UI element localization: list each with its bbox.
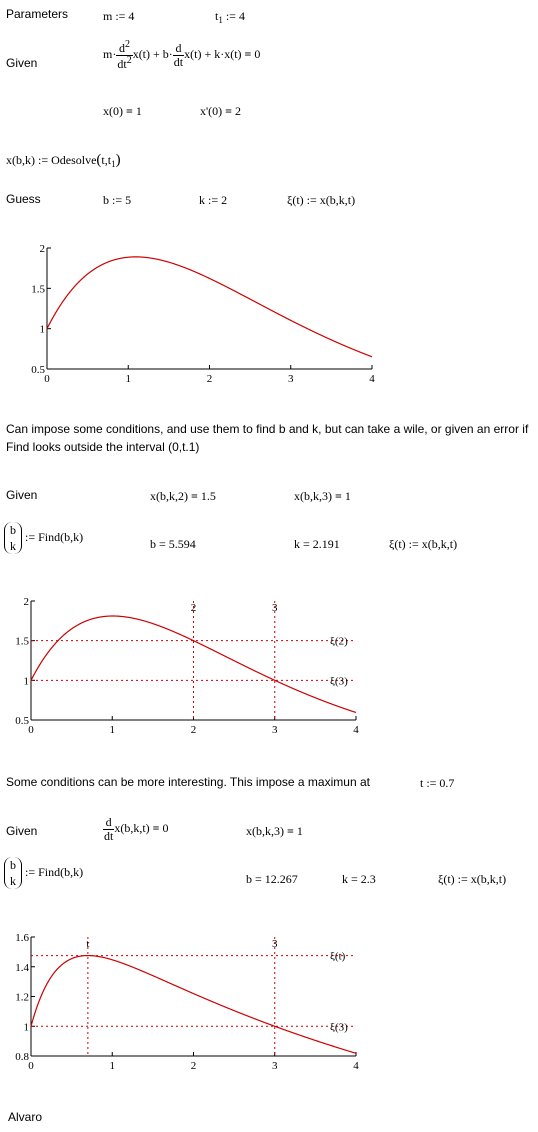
- odesolve-args: t,t: [101, 153, 112, 167]
- d2-den: dt: [117, 56, 127, 71]
- c2-eq-3: =: [287, 824, 294, 838]
- x-tick-label: 2: [190, 724, 197, 736]
- horizontal-marker-label: ξ(2): [330, 635, 348, 648]
- c2-lhs: x(b,k,3): [294, 489, 335, 503]
- c1-lhs-3: x(b,k,t): [114, 820, 153, 835]
- vertical-marker-label: 3: [272, 938, 278, 950]
- horizontal-marker-label: ξ(t): [330, 950, 346, 963]
- y-tick-label: 1: [39, 323, 45, 336]
- guess-k[interactable]: k := 2: [199, 193, 228, 207]
- vertical-marker-label: t: [86, 938, 90, 950]
- second-derivative: [116, 40, 132, 70]
- author-name: Alvaro: [8, 1110, 43, 1124]
- unknowns-vector: [4, 522, 22, 554]
- vertical-marker-label: 2: [190, 602, 197, 614]
- c1-eq: =: [191, 489, 198, 503]
- x-tick-label: 1: [125, 373, 131, 385]
- c1-rhs-3: 0: [159, 820, 169, 835]
- initial-condition-x[interactable]: [103, 104, 142, 119]
- solution-curve: [31, 616, 356, 712]
- odesolve-paren-close: ): [115, 152, 121, 168]
- eq-bold-equals: =: [244, 46, 252, 61]
- t1-value: := 4: [222, 9, 245, 23]
- d2-den-sup: 2: [126, 54, 132, 66]
- horizontal-marker-label: ξ(3): [330, 1021, 348, 1034]
- find-call-2: := Find(b,k): [22, 864, 84, 879]
- c2-rhs-3: 1: [293, 824, 303, 838]
- b-result-2: b = 12.267: [246, 872, 298, 886]
- d2-num-sup: 2: [125, 39, 131, 50]
- x-tick-label: 1: [109, 1060, 115, 1072]
- given-label-2: Given: [6, 488, 38, 502]
- ic1-lhs: x(0): [103, 104, 126, 118]
- xi-definition-3[interactable]: ξ(t) := x(b,k,t): [438, 872, 507, 886]
- plot-3[interactable]: [0, 930, 400, 1078]
- ic1-rhs: 1: [132, 104, 142, 118]
- c2-eq: =: [335, 489, 342, 503]
- eq-zero: 0: [251, 46, 261, 61]
- eq-x: x(t) + b·: [132, 46, 173, 61]
- parameters-label: Parameters: [6, 7, 69, 21]
- x-tick-label: 4: [353, 1060, 359, 1072]
- find-call: := Find(b,k): [22, 529, 84, 544]
- y-tick-label: 1.5: [15, 635, 29, 648]
- unknowns-vector-2: [4, 857, 22, 889]
- m-definition[interactable]: m := 4: [103, 9, 135, 23]
- c2-lhs-3: x(b,k,3): [246, 824, 287, 838]
- x-tick-label: 0: [28, 724, 34, 736]
- y-tick-label: 2: [23, 596, 29, 608]
- t1-definition[interactable]: [215, 9, 245, 25]
- guess-label: Guess: [6, 192, 41, 206]
- find-definition-1[interactable]: [4, 522, 83, 554]
- vec-b-2: b: [10, 858, 16, 872]
- xi-definition-2[interactable]: ξ(t) := x(b,k,t): [389, 537, 458, 551]
- plot-2[interactable]: [0, 595, 400, 743]
- ic2-lhs: x'(0): [200, 104, 226, 118]
- odesolve-paren-open: (: [96, 152, 102, 168]
- explanation-text-2: Some conditions can be more interesting. This impose a maximun at: [6, 775, 370, 789]
- solution-curve: [47, 257, 372, 357]
- x-tick-label: 3: [288, 373, 294, 385]
- xi-definition-1[interactable]: ξ(t) := x(b,k,t): [287, 193, 356, 207]
- y-tick-label: 2: [39, 243, 45, 255]
- vertical-marker-label: 3: [272, 602, 278, 614]
- c2-rhs: 1: [341, 489, 351, 503]
- x-tick-label: 2: [190, 1060, 197, 1072]
- k-result-2: k = 2.3: [342, 872, 376, 886]
- ic2-rhs: 2: [232, 104, 241, 118]
- y-tick-label: 0.5: [15, 715, 29, 727]
- solution-curve: [31, 956, 356, 1054]
- given-label-1: Given: [6, 56, 38, 70]
- x-tick-label: 4: [369, 373, 375, 385]
- y-tick-label: 1.6: [15, 932, 29, 944]
- explanation-text-1: Can impose some conditions, and use them to find b and k, but can take a wile, or given an error if Find looks outside the interval (0,t.1): [6, 422, 529, 454]
- x-tick-label: 3: [272, 1060, 278, 1072]
- c1-eq-3: =: [152, 820, 160, 835]
- x-tick-label: 0: [28, 1060, 34, 1072]
- y-tick-label: 0.5: [31, 364, 45, 376]
- odesolve-definition[interactable]: [6, 152, 121, 169]
- find-definition-2[interactable]: [4, 857, 83, 889]
- given-label-3: Given: [6, 824, 38, 838]
- initial-condition-xprime[interactable]: [200, 104, 241, 119]
- y-tick-label: 0.8: [15, 1051, 29, 1063]
- y-tick-label: 1: [23, 1021, 29, 1034]
- ic1-eq: =: [126, 104, 133, 118]
- vec-k: k: [10, 539, 16, 553]
- condition-x3[interactable]: [294, 489, 351, 504]
- ic2-eq: =: [225, 104, 232, 118]
- vec-b: b: [10, 523, 16, 537]
- d2-num: d: [119, 41, 126, 55]
- t1-symbol: t: [215, 9, 219, 23]
- condition-derivative[interactable]: [103, 816, 169, 842]
- condition-x3-b[interactable]: [246, 824, 303, 839]
- k-result-1: k = 2.191: [294, 537, 340, 551]
- condition-x2[interactable]: [150, 489, 216, 504]
- odesolve-lhs: x(b,k) := Odesolve: [6, 153, 97, 167]
- t-definition[interactable]: t := 0.7: [420, 776, 455, 790]
- odesolve-args-sub: 1: [111, 159, 116, 169]
- x-tick-label: 1: [109, 724, 115, 736]
- d1-num: d: [173, 42, 184, 56]
- d-num: d: [103, 816, 114, 830]
- ode-equation[interactable]: [103, 40, 260, 70]
- x-tick-label: 2: [206, 373, 213, 385]
- x-tick-label: 4: [353, 724, 359, 736]
- y-tick-label: 1.2: [15, 991, 29, 1004]
- derivative-frac: [103, 816, 114, 842]
- c1-rhs: 1.5: [197, 489, 216, 503]
- d-den: dt: [104, 828, 114, 843]
- horizontal-marker-label: ξ(3): [330, 675, 348, 688]
- t1-subscript: 1: [218, 15, 223, 25]
- y-tick-label: 1.5: [31, 283, 45, 296]
- x-tick-label: 0: [44, 373, 50, 385]
- eq-rest: x(t) + k·x(t): [184, 46, 245, 61]
- vec-k-2: k: [10, 874, 16, 888]
- guess-b[interactable]: b := 5: [103, 193, 132, 207]
- d1-den: dt: [173, 54, 184, 69]
- y-tick-label: 1: [23, 675, 29, 688]
- eq-m: m·: [103, 46, 117, 61]
- y-tick-label: 1.4: [15, 961, 29, 974]
- first-derivative: [173, 42, 184, 68]
- x-tick-label: 3: [272, 724, 278, 736]
- b-result-1: b = 5.594: [150, 537, 196, 551]
- plot-1[interactable]: [0, 240, 400, 388]
- c1-lhs: x(b,k,2): [150, 489, 191, 503]
